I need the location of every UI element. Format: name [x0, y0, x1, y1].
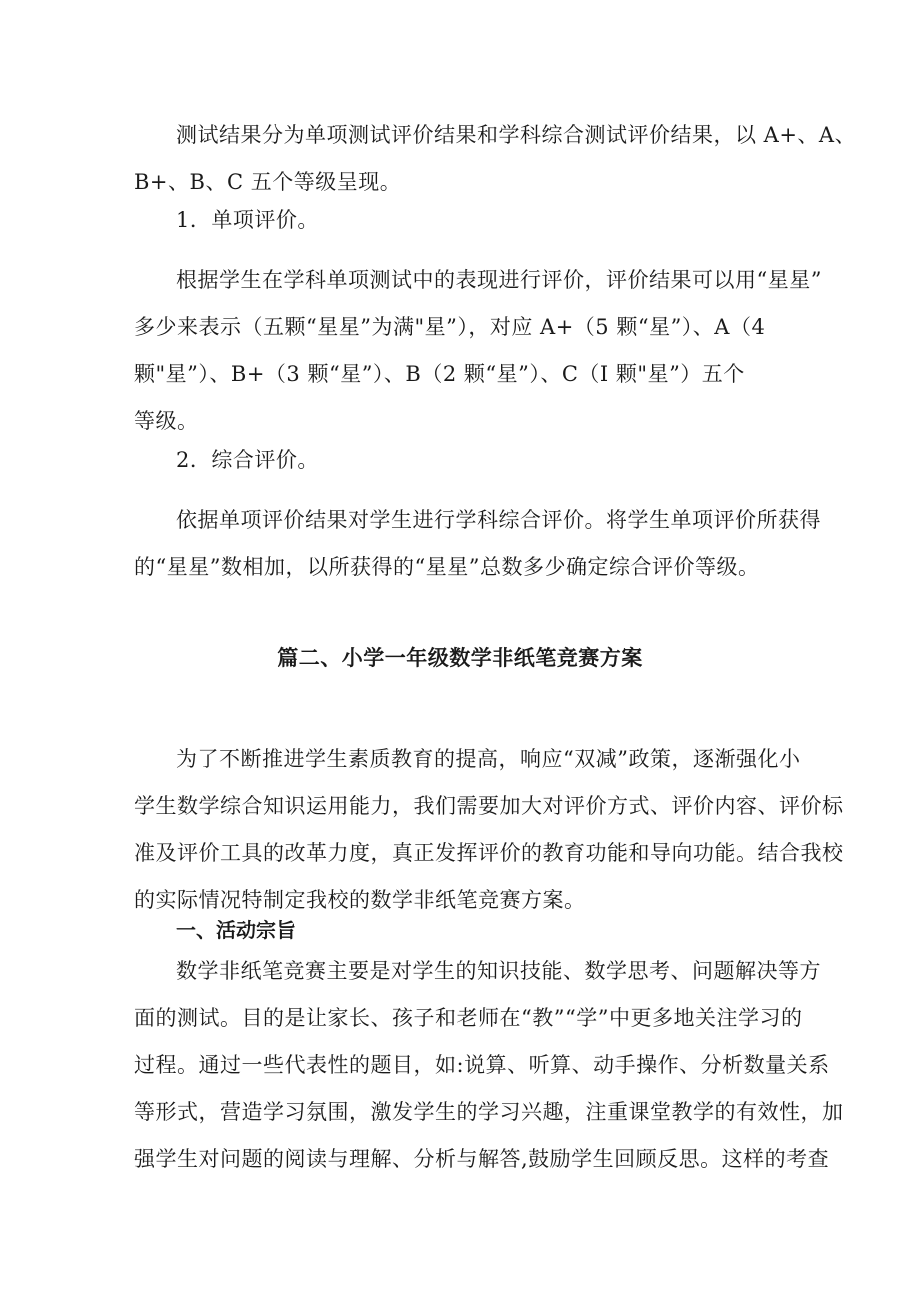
text-line: 根据学生在学科单项测试中的表现进行评价，评价结果可以用“星星”	[176, 268, 822, 292]
heading-activity-purpose: 一、活动宗旨	[176, 918, 296, 942]
text-line: 测试结果分为单项测试评价结果和学科综合测试评价结果，以 A+、A、	[176, 123, 857, 147]
text-line: 学生数学综合知识运用能力，我们需要加大对评价方式、评价内容、评价标	[134, 794, 844, 818]
text-line: 数学非纸笔竞赛主要是对学生的知识技能、数学思考、问题解决等方	[176, 959, 821, 983]
text-line: 多少来表示（五颗“星星”为满"星”），对应 A+（5 颗“星”）、A（4	[134, 315, 766, 339]
single-evaluation-paragraph	[134, 257, 822, 445]
text-line: 颗"星”）、B+（3 颗“星”）、B（2 颗“星”）、C（I 颗"星”）五个	[134, 362, 745, 386]
results-paragraph	[134, 112, 857, 206]
text-line: 的实际情况特制定我校的数学非纸笔竞赛方案。	[134, 888, 586, 912]
item-comprehensive-evaluation: 2．综合评价。	[176, 448, 319, 472]
text-line: 为了不断推进学生素质教育的提高，响应“双减”政策，逐渐强化小	[176, 747, 801, 771]
text-line: 过程。通过一些代表性的题目，如:说算、听算、动手操作、分析数量关系	[134, 1053, 830, 1077]
text-line: 强学生对问题的阅读与理解、分析与解答,鼓励学生回顾反思。这样的考查	[134, 1147, 830, 1171]
text-line: 等级。	[134, 409, 199, 433]
section2-intro-paragraph	[134, 736, 844, 924]
item-single-evaluation: 1．单项评价。	[176, 208, 319, 232]
text-line: 准及评价工具的改革力度，真正发挥评价的教育功能和导向功能。结合我校	[134, 841, 844, 865]
activity-purpose-paragraph	[134, 948, 844, 1183]
text-line: 依据单项评价结果对学生进行学科综合评价。将学生单项评价所获得	[176, 508, 821, 532]
text-line: 等形式，营造学习氛围，激发学生的学习兴趣，注重课堂教学的有效性，加	[134, 1100, 844, 1124]
comprehensive-evaluation-paragraph	[134, 497, 821, 591]
section-title: 篇二、小学一年级数学非纸笔竞赛方案	[277, 646, 643, 670]
text-line: 的“星星”数相加，以所获得的“星星”总数多少确定综合评价等级。	[134, 555, 760, 579]
text-line: B+、B、C 五个等级呈现。	[134, 170, 402, 194]
text-line: 面的测试。目的是让家长、孩子和老师在“教”“学”中更多地关注学习的	[134, 1006, 803, 1030]
